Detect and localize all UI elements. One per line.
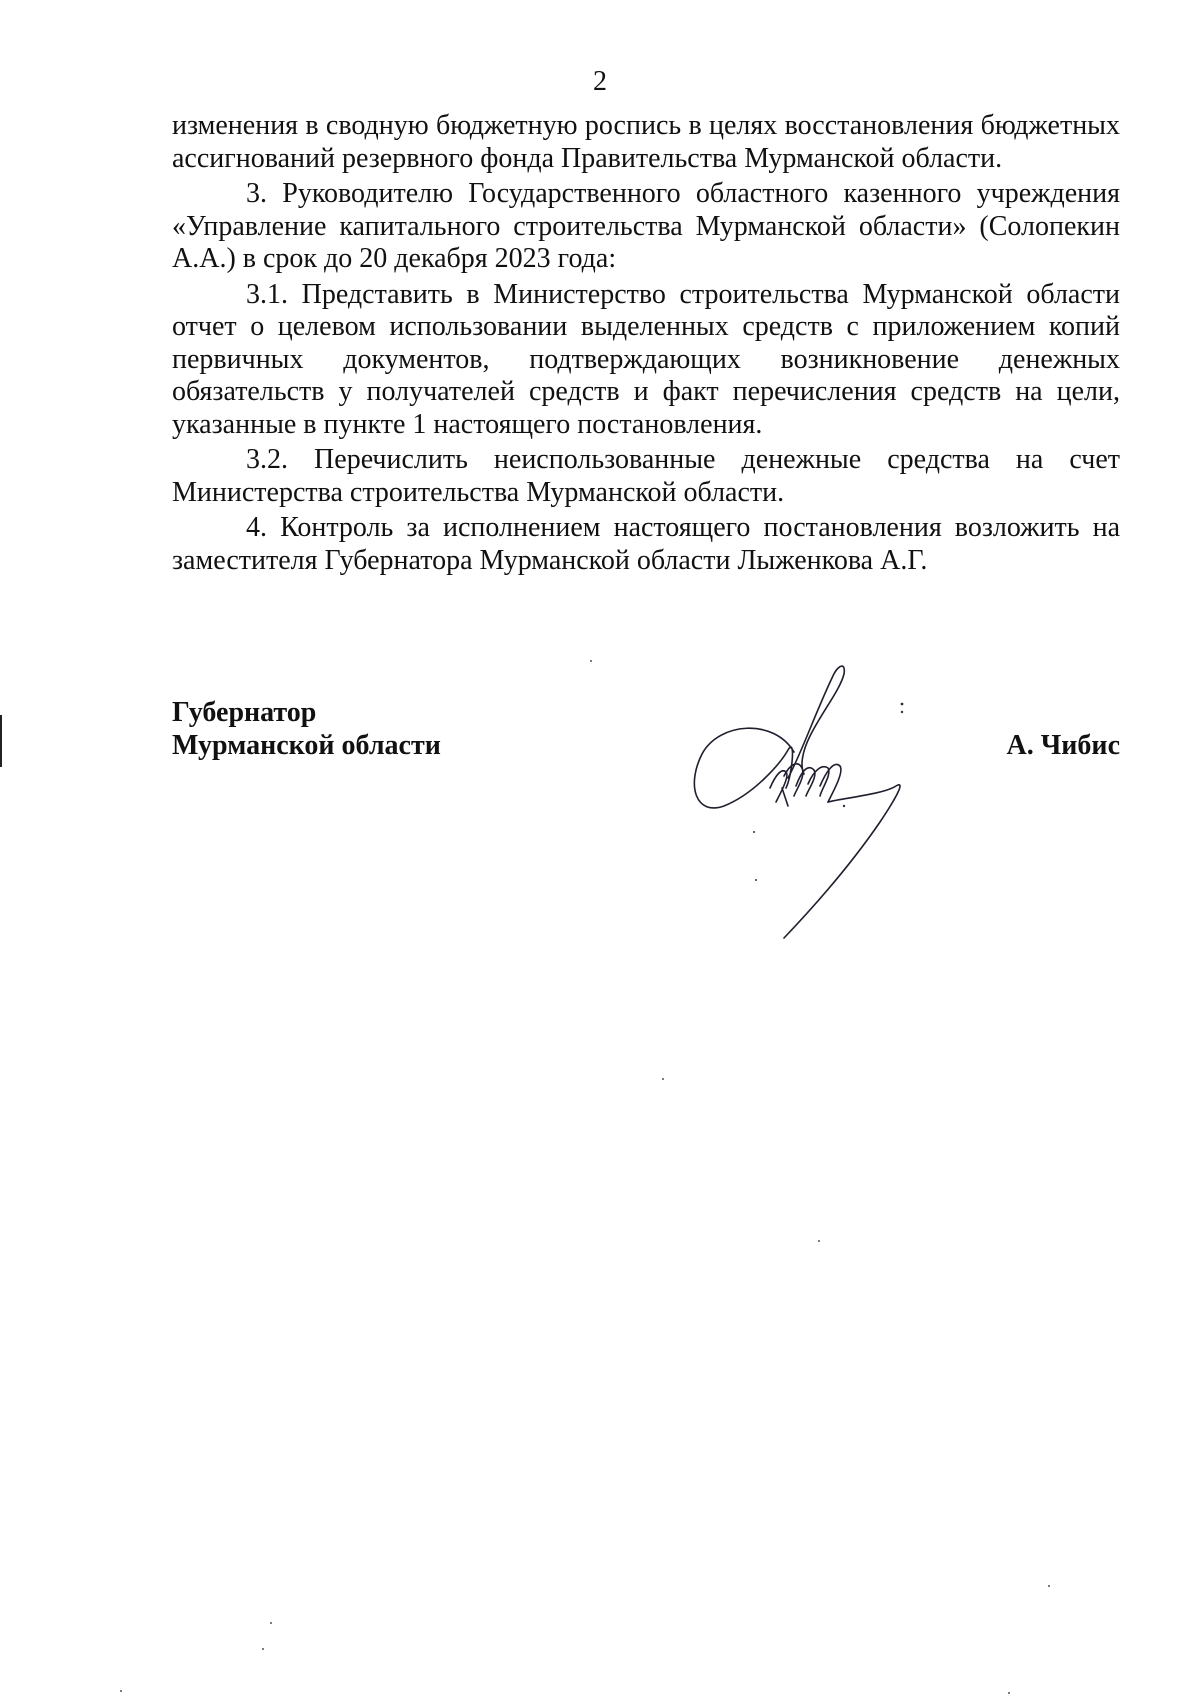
page-number: 2	[593, 66, 607, 97]
paragraph-item-3-1: 3.1. Представить в Министерство строительства Мурманской области отчет о целевом использовании выделенных средств с приложением копий первичных документов, подтверждающих возникновение денежных обязательств у получателей средств и факт перечисления средств на цели, указанные в пункте 1 настоящего постановления.	[172, 278, 1120, 440]
scan-speck	[818, 1240, 820, 1242]
signatory-position-line2: Мурманской области	[172, 730, 441, 761]
signature-block	[172, 696, 1120, 956]
scan-speck	[120, 1690, 122, 1692]
paragraph-item-4: 4. Контроль за исполнением настоящего постановления возложить на заместителя Губернатора Мурманской области Лыженкова А.Г.	[172, 512, 1120, 576]
signatory-position-line1: Губернатор	[172, 697, 317, 728]
paragraph-item-3: 3. Руководителю Государственного областного казенного учреждения «Управление капитального строительства Мурманской области» (Солопекин А.А.) в срок до 20 декабря 2023 года:	[172, 178, 1120, 274]
scan-speck	[262, 1648, 264, 1650]
scan-speck	[1048, 1585, 1050, 1587]
scan-speck	[590, 660, 592, 662]
scan-speck	[1008, 1692, 1010, 1694]
document-body	[172, 110, 1120, 580]
signatory-position	[172, 696, 441, 762]
scan-edge-mark	[0, 715, 2, 767]
signatory-name: А. Чибис	[1006, 730, 1120, 761]
paragraph-continuation: изменения в сводную бюджетную роспись в целях восстановления бюджетных ассигнований резервного фонда Правительства Мурманской области.	[172, 110, 1120, 174]
scan-speck	[662, 1078, 664, 1080]
scan-speck	[270, 1622, 272, 1624]
paragraph-item-3-2: 3.2. Перечислить неиспользованные денежные средства на счет Министерства строительства Мурманской области.	[172, 444, 1120, 508]
handwritten-signature	[684, 656, 924, 946]
